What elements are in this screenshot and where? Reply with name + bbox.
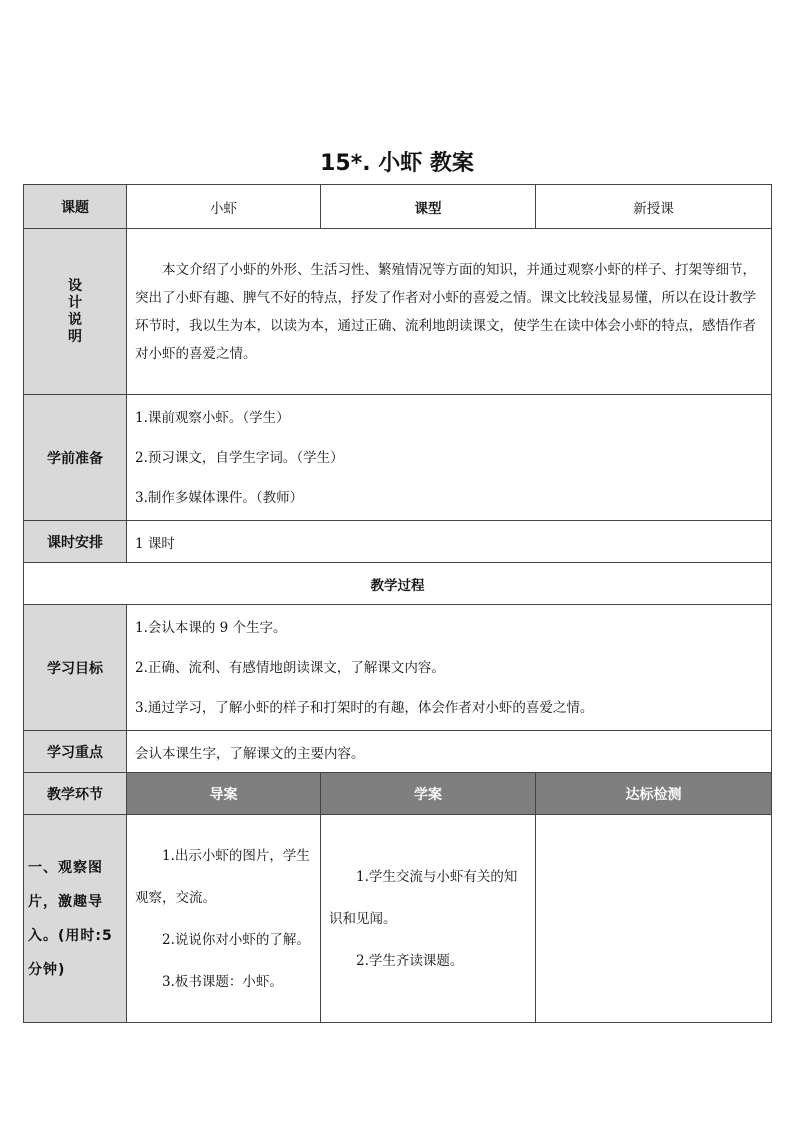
goals-cell (127, 605, 772, 731)
design-text: 本文介绍了小虾的外形、生活习性、繁殖情况等方面的知识，并通过观察小虾的样子、打架等细节，突出了小虾有趣、脾气不好的特点，抒发了作者对小虾的喜爱之情。课文比较浅显易懂，所以在设计教学环节时，我以生为本，以读为本，通过正确、流利地朗读课文，使学生在读中体会小虾的特点，感悟作者对小虾的喜爱之情。 (135, 261, 756, 362)
step1-label: 一、观察图片，激趣导入。(用时:5分钟) (24, 815, 127, 1023)
page-title: 15*. 小虾 教案 (320, 151, 474, 176)
step1-guide-item: 2.说说你对小虾的了解。 (162, 931, 310, 948)
topic-value: 小虾 (127, 185, 321, 229)
type-value: 新授课 (536, 185, 772, 229)
step1-check-cell (536, 815, 772, 1023)
goal-item: 1.会认本课的 9 个生字。 (135, 619, 287, 636)
design-label-char: 明 (68, 328, 82, 345)
process-heading: 教学过程 (24, 563, 772, 605)
step1-guide-item: 3.板书课题：小虾。 (162, 973, 283, 990)
hours-value: 1 课时 (127, 521, 772, 563)
design-label-char: 说 (68, 311, 82, 328)
table-row (24, 185, 772, 229)
step1-study-item: 2.学生齐读课题。 (356, 952, 464, 969)
step1-guide-cell (127, 815, 321, 1023)
prep-item: 3.制作多媒体课件。（教师） (135, 489, 304, 506)
focus-value: 会认本课生字，了解课文的主要内容。 (127, 731, 772, 773)
step1-study-item: 1.学生交流与小虾有关的知识和见闻。 (329, 868, 518, 927)
col-check-header: 达标检测 (536, 773, 772, 815)
type-label: 课型 (321, 185, 536, 229)
topic-label: 课题 (24, 185, 127, 229)
table-row (24, 731, 772, 773)
design-label (24, 229, 127, 395)
goal-item: 3.通过学习，了解小虾的样子和打架时的有趣，体会作者对小虾的喜爱之情。 (135, 699, 594, 716)
design-label-char: 计 (68, 294, 82, 311)
step1-guide-item: 1.出示小虾的图片，学生观察，交流。 (135, 847, 310, 906)
table-row (24, 605, 772, 731)
table-row (24, 229, 772, 395)
goal-item: 2.正确、流利、有感情地朗读课文，了解课文内容。 (135, 659, 445, 676)
table-row (24, 521, 772, 563)
col-guide-header: 导案 (127, 773, 321, 815)
focus-label: 学习重点 (24, 731, 127, 773)
table-row (24, 395, 772, 521)
hours-label: 课时安排 (24, 521, 127, 563)
col-study-header: 学案 (321, 773, 536, 815)
prep-item: 2.预习课文，自学生字词。（学生） (135, 449, 344, 466)
lesson-plan-table (23, 184, 772, 1023)
prep-item: 1.课前观察小虾。（学生） (135, 409, 290, 426)
goals-label: 学习目标 (24, 605, 127, 731)
col-step-header: 教学环节 (24, 773, 127, 815)
step1-study-cell (321, 815, 536, 1023)
design-label-char: 设 (68, 277, 82, 294)
table-row (24, 815, 772, 1023)
table-row (24, 563, 772, 605)
table-row (24, 773, 772, 815)
design-text-cell (127, 229, 772, 395)
prep-cell (127, 395, 772, 521)
prep-label: 学前准备 (24, 395, 127, 521)
